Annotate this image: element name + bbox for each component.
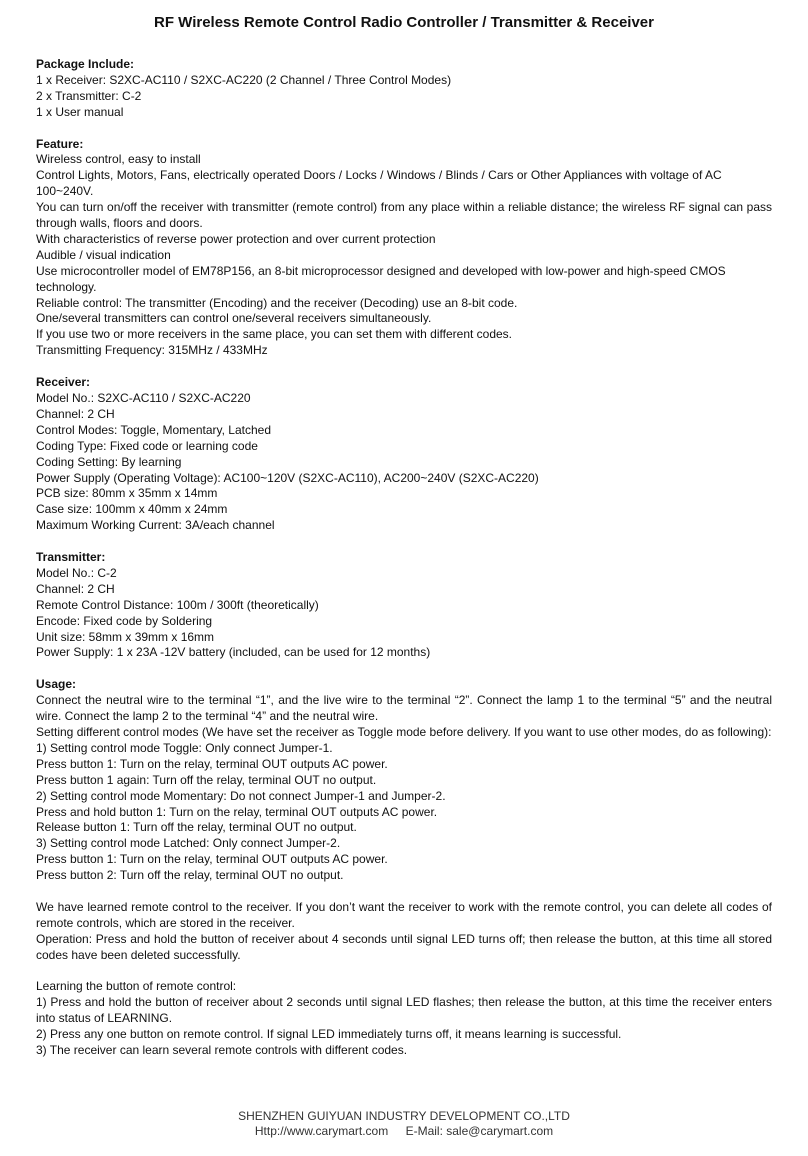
feature-line: With characteristics of reverse power protection and over current protection [36,231,436,246]
section-gap [36,964,772,980]
delete-codes-line: Operation: Press and hold the button of receiver about 4 seconds until signal LED turns off; then release the button, at this time all stored codes have been deleted successfully. [36,931,772,962]
page-footer [0,1109,808,1139]
learning-line: 1) Press and hold the button of receiver about 2 seconds until signal LED flashes; then release the button, at this time the receiver enters into status of LEARNING. [36,995,772,1026]
usage-line: Press button 1: Turn on the relay, terminal OUT outputs AC power. [36,756,388,771]
section-gap [36,884,772,900]
receiver-line: Coding Type: Fixed code or learning code [36,438,258,453]
section-gap [36,359,772,375]
transmitter-line: Power Supply: 1 x 23A -12V battery (included, can be used for 12 months) [36,645,431,660]
section-gap [36,661,772,677]
receiver-line: PCB size: 80mm x 35mm x 14mm [36,486,218,501]
transmitter-line: Channel: 2 CH [36,581,115,596]
receiver-line: Power Supply (Operating Voltage): AC100~120V (S2XC-AC110), AC200~240V (S2XC-AC220) [36,470,539,485]
usage-line: Connect the neutral wire to the terminal “1”, and the live wire to the terminal “2”. Connect the lamp 1 to the terminal “5” and the neutral wire. Connect the lamp 2 to the terminal “4” and the neutral wire. [36,693,772,724]
learning-line: 2) Press any one button on remote control. If signal LED immediately turns off, it means learning is successful. [36,1027,622,1042]
usage-line: Press button 1: Turn on the relay, terminal OUT outputs AC power. [36,852,388,867]
learning-line: 3) The receiver can learn several remote controls with different codes. [36,1043,408,1058]
usage-line: Press and hold button 1: Turn on the relay, terminal OUT outputs AC power. [36,804,438,819]
feature-line: One/several transmitters can control one/several receivers simultaneously. [36,311,432,326]
usage-line: Press button 1 again: Turn off the relay, terminal OUT no output. [36,772,377,787]
usage-line: 2) Setting control mode Momentary: Do not connect Jumper-1 and Jumper-2. [36,788,446,803]
receiver-line: Coding Setting: By learning [36,454,182,469]
receiver-heading: Receiver: [36,375,91,390]
package-line: 2 x Transmitter: C-2 [36,88,142,103]
receiver-line: Case size: 100mm x 40mm x 24mm [36,502,228,517]
footer-contact [0,1124,808,1139]
feature-line: Reliable control: The transmitter (Encoding) and the receiver (Decoding) use an 8-bit code. [36,295,518,310]
document-body [36,57,772,1059]
receiver-line: Control Modes: Toggle, Momentary, Latched [36,422,272,437]
usage-line: Release button 1: Turn off the relay, terminal OUT no output. [36,820,357,835]
transmitter-heading: Transmitter: [36,550,106,565]
package-line: 1 x User manual [36,104,124,119]
footer-company: SHENZHEN GUIYUAN INDUSTRY DEVELOPMENT CO.,LTD [238,1109,570,1123]
package-line: 1 x Receiver: S2XC-AC110 / S2XC-AC220 (2 Channel / Three Control Modes) [36,72,452,87]
feature-heading: Feature: [36,136,84,151]
footer-website-link[interactable]: Http://www.carymart.com [254,1124,389,1138]
usage-line: 1) Setting control mode Toggle: Only connect Jumper-1. [36,740,333,755]
usage-line: 3) Setting control mode Latched: Only connect Jumper-2. [36,836,341,851]
package-heading: Package Include: [36,57,135,71]
feature-line: Transmitting Frequency: 315MHz / 433MHz [36,343,268,358]
feature-line: Use microcontroller model of EM78P156, an 8-bit microprocessor designed and developed with low-power and high-speed CMOS technology. [36,263,726,294]
feature-line: If you use two or more receivers in the same place, you can set them with different codes. [36,327,513,342]
section-gap [36,534,772,550]
section-gap [36,121,772,137]
transmitter-line: Model No.: C-2 [36,565,117,580]
delete-codes-line: We have learned remote control to the receiver. If you don’t want the receiver to work with the remote control, you can delete all codes of remote controls, which are stored in the receiver. [36,899,772,930]
receiver-line: Model No.: S2XC-AC110 / S2XC-AC220 [36,391,251,405]
usage-heading: Usage: [36,677,77,692]
page-title: RF Wireless Remote Control Radio Controller / Transmitter & Receiver [154,14,654,31]
feature-line: You can turn on/off the receiver with transmitter (remote control) from any place within a reliable distance; the wireless RF signal can pass through walls, floors and doors. [36,200,772,231]
feature-line: Wireless control, easy to install [36,152,201,167]
receiver-line: Channel: 2 CH [36,406,115,421]
transmitter-line: Encode: Fixed code by Soldering [36,613,213,628]
learning-heading: Learning the button of remote control: [36,979,237,994]
transmitter-line: Unit size: 58mm x 39mm x 16mm [36,629,215,644]
usage-line: Press button 2: Turn off the relay, terminal OUT no output. [36,868,344,883]
footer-email-link[interactable]: E-Mail: sale@carymart.com [405,1124,554,1138]
transmitter-line: Remote Control Distance: 100m / 300ft (theoretically) [36,597,319,612]
receiver-line: Maximum Working Current: 3A/each channel [36,518,275,533]
feature-line: Control Lights, Motors, Fans, electrically operated Doors / Locks / Windows / Blinds / Cars or Other Appliances with voltage of AC 100~240V. [36,168,722,199]
usage-line: Setting different control modes (We have set the receiver as Toggle mode before delivery. If you want to use other modes, do as following): [36,725,772,739]
feature-line: Audible / visual indication [36,247,171,262]
